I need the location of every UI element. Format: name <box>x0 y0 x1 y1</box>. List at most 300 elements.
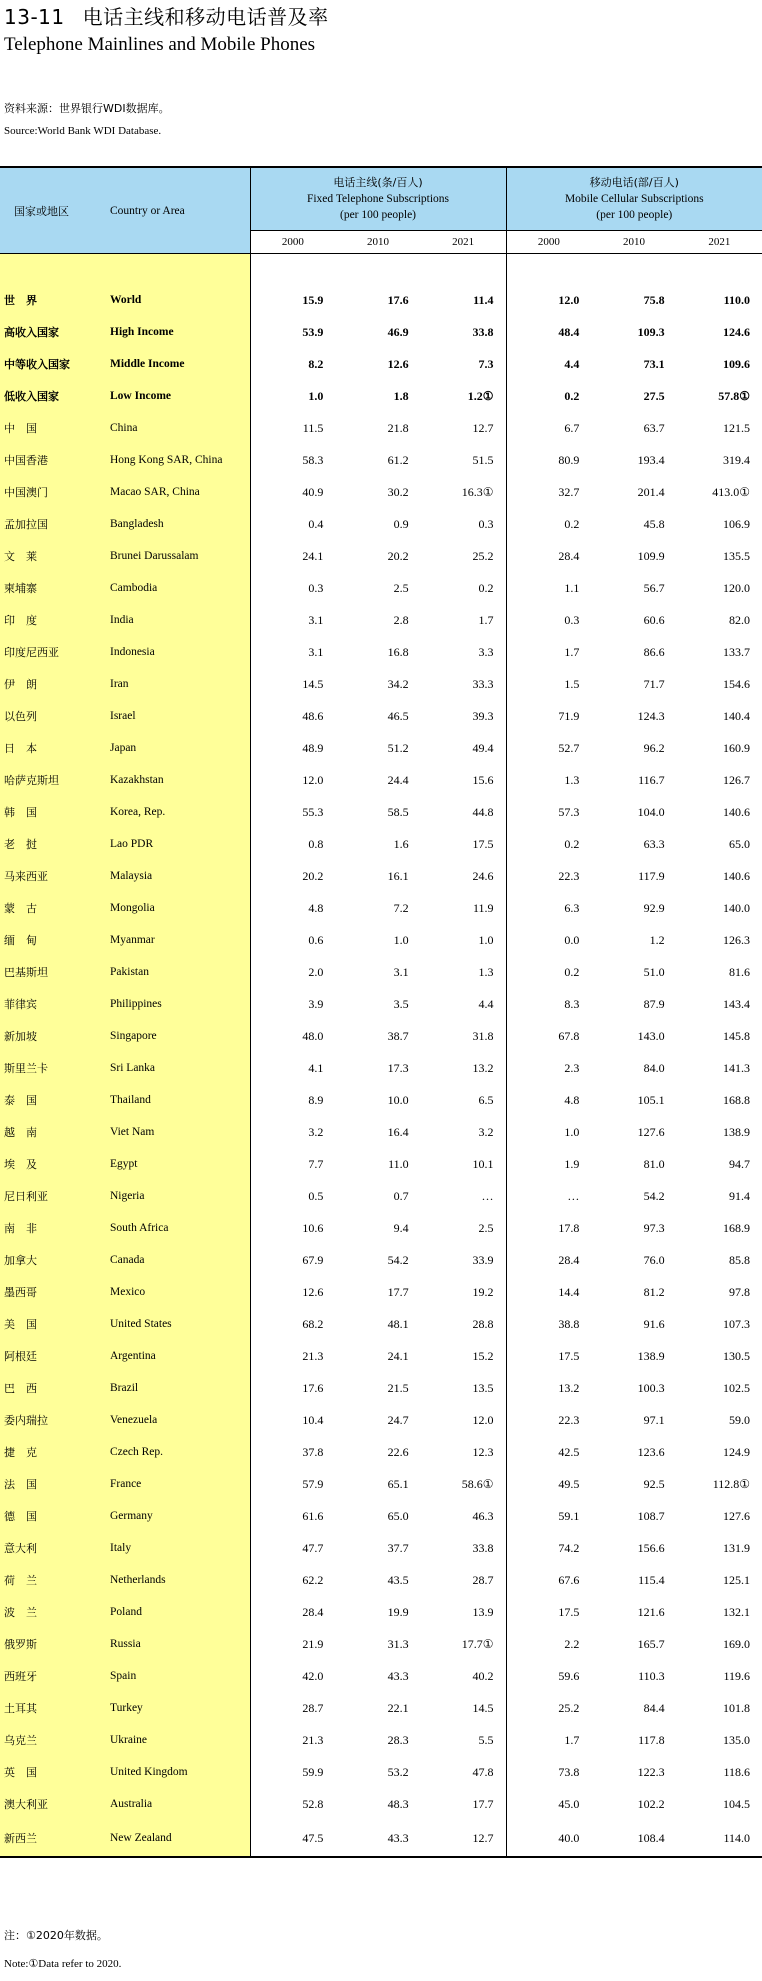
spacer-cell <box>591 254 676 285</box>
area-name-en: Egypt <box>100 1148 250 1180</box>
area-name-cn: 捷 克 <box>0 1436 100 1468</box>
fixed-value-cell: 15.9 <box>302 292 324 307</box>
table-row <box>0 1084 762 1116</box>
fixed-value-cell: 8.2 <box>308 356 324 371</box>
area-name-cn: 印 度 <box>0 604 100 636</box>
table-row <box>0 764 762 796</box>
mobile-value-cell: 109.3 <box>637 324 665 339</box>
mobile-value-cell: 6.3 <box>506 892 591 924</box>
mobile-value-cell: 0.2 <box>506 508 591 540</box>
mobile-value-cell: 201.4 <box>637 484 665 499</box>
fixed-value-cell: 46.3 <box>472 1508 494 1523</box>
fixed-value-cell: 52.8 <box>302 1796 324 1811</box>
mobile-value-cell: 119.6 <box>723 1668 751 1683</box>
area-name-cn: 老 挝 <box>0 828 100 860</box>
mobile-value-cell: 97.3 <box>643 1220 665 1235</box>
table-row <box>0 476 762 508</box>
fixed-value-cell: 7.2 <box>393 900 409 915</box>
table-row <box>0 1692 762 1724</box>
area-name-en: Japan <box>100 732 250 764</box>
mobile-value-cell: 124.6 <box>723 324 751 339</box>
fixed-value-cell: 4.4 <box>478 996 494 1011</box>
fixed-value-cell: 67.9 <box>302 1252 324 1267</box>
area-name-cn: 美 国 <box>0 1308 100 1340</box>
area-name-cn: 委内瑞拉 <box>0 1404 100 1436</box>
header-year: 2000 <box>250 231 335 254</box>
mobile-value-cell: 84.0 <box>643 1060 665 1075</box>
area-name-en: High Income <box>100 316 250 348</box>
fixed-value-cell: 21.5 <box>387 1380 409 1395</box>
mobile-value-cell: 6.7 <box>506 412 591 444</box>
area-name-en: Myanmar <box>100 924 250 956</box>
fixed-value-cell: 17.5 <box>472 836 494 851</box>
fixed-value-cell: 62.2 <box>302 1572 324 1587</box>
table-row <box>0 1468 762 1500</box>
area-name-en: Malaysia <box>100 860 250 892</box>
fixed-value-cell: 43.3 <box>387 1668 409 1683</box>
table-number: 13-11 <box>4 5 65 29</box>
fixed-value-cell: 2.5 <box>393 580 409 595</box>
table-row <box>0 956 762 988</box>
table-row <box>0 1116 762 1148</box>
fixed-value-cell: 12.3 <box>472 1444 494 1459</box>
table-row <box>0 348 762 380</box>
fixed-value-cell: 42.0 <box>302 1668 324 1683</box>
fixed-value-cell: 1.8 <box>393 388 409 403</box>
area-name-cn: 巴 西 <box>0 1372 100 1404</box>
table-row <box>0 1052 762 1084</box>
area-name-cn: 中国澳门 <box>0 476 100 508</box>
fixed-value-cell: 3.1 <box>393 964 409 979</box>
header-fixed-en: Fixed Telephone Subscriptions <box>306 193 450 205</box>
source-block <box>4 98 170 142</box>
area-name-en: Cambodia <box>100 572 250 604</box>
area-name-en: Thailand <box>100 1084 250 1116</box>
mobile-value-cell: 127.6 <box>637 1124 665 1139</box>
fixed-value-cell: 13.5 <box>472 1380 494 1395</box>
area-name-cn: 加拿大 <box>0 1244 100 1276</box>
area-name-en: India <box>100 604 250 636</box>
fixed-value-cell: 1.0 <box>478 932 494 947</box>
mobile-value-cell: 124.9 <box>723 1444 751 1459</box>
mobile-value-cell: 27.5 <box>643 388 665 403</box>
table-row <box>0 860 762 892</box>
mobile-value-cell: 108.4 <box>591 1820 676 1857</box>
fixed-value-cell: 48.1 <box>387 1316 409 1331</box>
fixed-value-cell: 22.1 <box>387 1700 409 1715</box>
area-name-cn: 中国香港 <box>0 444 100 476</box>
mobile-value-cell: 25.2 <box>506 1692 591 1724</box>
mobile-value-cell: 76.0 <box>643 1252 665 1267</box>
mobile-value-cell: 22.3 <box>506 1404 591 1436</box>
header-year: 2000 <box>506 231 591 254</box>
fixed-value-cell: 43.3 <box>335 1820 420 1857</box>
mobile-value-cell: 4.4 <box>506 348 591 380</box>
table-row <box>0 1660 762 1692</box>
spacer-cell <box>421 254 506 285</box>
fixed-value-cell: 0.3 <box>478 516 494 531</box>
area-name-en: Turkey <box>100 1692 250 1724</box>
header-area-en: Country or Area <box>100 167 250 254</box>
mobile-value-cell: 130.5 <box>723 1348 751 1363</box>
fixed-value-cell: 0.6 <box>308 932 324 947</box>
mobile-value-cell: 13.2 <box>506 1372 591 1404</box>
header-year: 2010 <box>335 231 420 254</box>
header-fixed-unit: (per 100 people) <box>340 209 416 221</box>
mobile-value-cell: 141.3 <box>723 1060 751 1075</box>
header-mobile-group <box>506 167 762 231</box>
area-name-en: Middle Income <box>100 348 250 380</box>
mobile-value-cell: 101.8 <box>723 1700 751 1715</box>
fixed-value-cell: 12.7 <box>472 420 494 435</box>
mobile-value-cell: 106.9 <box>723 516 751 531</box>
fixed-value-cell: 24.7 <box>387 1412 409 1427</box>
fixed-value-cell: 17.7 <box>472 1796 494 1811</box>
mobile-value-cell: 112.8① <box>712 1476 751 1491</box>
mobile-value-cell: 100.3 <box>637 1380 665 1395</box>
fixed-value-cell: 65.0 <box>387 1508 409 1523</box>
area-name-en: Singapore <box>100 1020 250 1052</box>
area-name-cn: 伊 朗 <box>0 668 100 700</box>
mobile-value-cell: 154.6 <box>723 676 751 691</box>
mobile-value-cell: 28.4 <box>506 1244 591 1276</box>
area-name-cn: 日 本 <box>0 732 100 764</box>
mobile-value-cell: 1.2 <box>649 932 665 947</box>
fixed-value-cell: 17.6 <box>302 1380 324 1395</box>
table-row <box>0 828 762 860</box>
area-name-cn: 土耳其 <box>0 1692 100 1724</box>
fixed-value-cell: 12.0 <box>302 772 324 787</box>
mobile-value-cell: 108.7 <box>637 1508 665 1523</box>
mobile-value-cell: 116.7 <box>638 772 665 787</box>
fixed-value-cell: 7.3 <box>478 356 494 371</box>
fixed-value-cell: 1.6 <box>393 836 409 851</box>
fixed-value-cell: 53.2 <box>387 1764 409 1779</box>
mobile-value-cell: 97.8 <box>729 1284 751 1299</box>
spacer-cell <box>677 254 762 285</box>
fixed-value-cell: 4.8 <box>308 900 324 915</box>
fixed-value-cell: 51.2 <box>387 740 409 755</box>
table-row <box>0 924 762 956</box>
mobile-value-cell: 145.8 <box>723 1028 751 1043</box>
mobile-value-cell: 165.7 <box>637 1636 665 1651</box>
data-table-wrap <box>0 166 762 1858</box>
mobile-value-cell: 48.4 <box>506 316 591 348</box>
mobile-value-cell: 133.7 <box>723 644 751 659</box>
mobile-value-cell: 92.9 <box>643 900 665 915</box>
table-row <box>0 444 762 476</box>
area-name-cn: 中等收入国家 <box>0 348 100 380</box>
area-name-cn: 埃 及 <box>0 1148 100 1180</box>
mobile-value-cell: 121.5 <box>723 420 751 435</box>
fixed-value-cell: 10.6 <box>302 1220 324 1235</box>
fixed-value-cell: 49.4 <box>472 740 494 755</box>
fixed-value-cell: 33.8 <box>472 1540 494 1555</box>
fixed-value-cell: 17.7 <box>387 1284 409 1299</box>
fixed-value-cell: 13.2 <box>472 1060 494 1075</box>
area-name-cn: 韩 国 <box>0 796 100 828</box>
mobile-value-cell: 96.2 <box>643 740 665 755</box>
fixed-value-cell: 57.9 <box>302 1476 324 1491</box>
fixed-value-cell: 10.1 <box>472 1156 494 1171</box>
area-name-en: Czech Rep. <box>100 1436 250 1468</box>
mobile-value-cell: 32.7 <box>506 476 591 508</box>
table-row <box>0 700 762 732</box>
spacer-cell <box>250 254 335 285</box>
area-name-en: China <box>100 412 250 444</box>
mobile-value-cell: 143.4 <box>723 996 751 1011</box>
mobile-value-cell: 80.9 <box>506 444 591 476</box>
mobile-value-cell: 126.7 <box>723 772 751 787</box>
fixed-value-cell: 61.2 <box>387 452 409 467</box>
table-row <box>0 284 762 316</box>
area-name-cn: 巴基斯坦 <box>0 956 100 988</box>
area-name-cn: 乌克兰 <box>0 1724 100 1756</box>
fixed-value-cell: 24.4 <box>387 772 409 787</box>
fixed-value-cell: 14.5 <box>302 676 324 691</box>
fixed-value-cell: 3.2 <box>308 1124 324 1139</box>
area-name-cn: 新西兰 <box>0 1820 100 1857</box>
fixed-value-cell: 40.2 <box>472 1668 494 1683</box>
fixed-value-cell: 16.3① <box>461 484 494 499</box>
mobile-value-cell: 1.5 <box>506 668 591 700</box>
fixed-value-cell: 12.6 <box>302 1284 324 1299</box>
mobile-value-cell: 140.6 <box>723 804 751 819</box>
fixed-value-cell: 11.4 <box>473 292 494 307</box>
mobile-value-cell: 8.3 <box>506 988 591 1020</box>
fixed-value-cell: 51.5 <box>472 452 494 467</box>
spacer-cell <box>0 254 100 285</box>
fixed-value-cell: 11.9 <box>472 900 494 915</box>
mobile-value-cell: 168.9 <box>723 1220 751 1235</box>
fixed-value-cell: 16.4 <box>387 1124 409 1139</box>
fixed-value-cell: 28.3 <box>387 1732 409 1747</box>
area-name-en: Pakistan <box>100 956 250 988</box>
fixed-value-cell: 28.7 <box>472 1572 494 1587</box>
mobile-value-cell: 91.4 <box>729 1188 751 1203</box>
area-name-en: Mexico <box>100 1276 250 1308</box>
mobile-value-cell: 126.3 <box>723 932 751 947</box>
mobile-value-cell: 122.3 <box>637 1764 665 1779</box>
area-name-cn: 印度尼西亚 <box>0 636 100 668</box>
fixed-value-cell: 46.9 <box>387 324 409 339</box>
fixed-value-cell: 48.3 <box>387 1796 409 1811</box>
area-name-en: United Kingdom <box>100 1756 250 1788</box>
mobile-value-cell: 84.4 <box>643 1700 665 1715</box>
mobile-value-cell: 1.0 <box>506 1116 591 1148</box>
area-name-en: Russia <box>100 1628 250 1660</box>
area-name-cn: 法 国 <box>0 1468 100 1500</box>
mobile-value-cell: 117.8 <box>638 1732 665 1747</box>
mobile-value-cell: 52.7 <box>506 732 591 764</box>
area-name-en: Nigeria <box>100 1180 250 1212</box>
area-name-cn: 越 南 <box>0 1116 100 1148</box>
mobile-value-cell: 132.1 <box>723 1604 751 1619</box>
fixed-value-cell: 58.6① <box>461 1476 494 1491</box>
fixed-value-cell: 7.7 <box>308 1156 324 1171</box>
area-name-cn: 缅 甸 <box>0 924 100 956</box>
area-name-en: Lao PDR <box>100 828 250 860</box>
fixed-value-cell: 10.0 <box>387 1092 409 1107</box>
table-row <box>0 1148 762 1180</box>
fixed-value-cell: 58.3 <box>302 452 324 467</box>
mobile-value-cell: 131.9 <box>723 1540 751 1555</box>
fixed-value-cell: 5.5 <box>478 1732 494 1747</box>
area-name-en: Kazakhstan <box>100 764 250 796</box>
fixed-value-cell: 3.5 <box>393 996 409 1011</box>
mobile-value-cell: 75.8 <box>643 292 665 307</box>
table-row <box>0 1276 762 1308</box>
header-mobile-unit: (per 100 people) <box>596 209 673 221</box>
table-row <box>0 1756 762 1788</box>
fixed-value-cell: 0.4 <box>308 516 324 531</box>
area-name-en: Macao SAR, China <box>100 476 250 508</box>
fixed-value-cell: 46.5 <box>387 708 409 723</box>
fixed-value-cell: 11.5 <box>302 420 324 435</box>
header-mobile-cn: 移动电话(部/百人) <box>589 176 679 189</box>
mobile-value-cell: 110.3 <box>638 1668 665 1683</box>
mobile-value-cell: 42.5 <box>506 1436 591 1468</box>
fixed-value-cell: 3.9 <box>308 996 324 1011</box>
fixed-value-cell: 17.3 <box>387 1060 409 1075</box>
fixed-value-cell: 55.3 <box>302 804 324 819</box>
mobile-value-cell: 107.3 <box>723 1316 751 1331</box>
fixed-value-cell: 14.5 <box>472 1700 494 1715</box>
fixed-value-cell: 3.3 <box>478 644 494 659</box>
fixed-value-cell: 19.2 <box>472 1284 494 1299</box>
area-name-cn: 马来西亚 <box>0 860 100 892</box>
mobile-value-cell: 135.0 <box>723 1732 751 1747</box>
table-row <box>0 1596 762 1628</box>
fixed-value-cell: 34.2 <box>387 676 409 691</box>
area-name-cn: 蒙 古 <box>0 892 100 924</box>
mobile-value-cell: 135.5 <box>723 548 751 563</box>
table-row <box>0 732 762 764</box>
mobile-value-cell: 127.6 <box>723 1508 751 1523</box>
table-row <box>0 1788 762 1820</box>
mobile-value-cell: 2.3 <box>506 1052 591 1084</box>
table-row <box>0 1532 762 1564</box>
mobile-value-cell: 86.6 <box>643 644 665 659</box>
mobile-value-cell: 91.6 <box>643 1316 665 1331</box>
mobile-value-cell: 94.7 <box>729 1156 751 1171</box>
mobile-value-cell: 0.2 <box>506 380 591 412</box>
spacer-cell <box>100 254 250 285</box>
area-name-cn: 柬埔寨 <box>0 572 100 604</box>
mobile-value-cell: 0.2 <box>506 956 591 988</box>
fixed-value-cell: 19.9 <box>387 1604 409 1619</box>
fixed-value-cell: 13.9 <box>472 1604 494 1619</box>
notes-block <box>4 1922 121 1978</box>
table-row <box>0 1212 762 1244</box>
area-name-en: Ukraine <box>100 1724 250 1756</box>
mobile-value-cell: 1.7 <box>506 1724 591 1756</box>
fixed-value-cell: 65.1 <box>387 1476 409 1491</box>
mobile-value-cell: 73.8 <box>506 1756 591 1788</box>
area-name-cn: 孟加拉国 <box>0 508 100 540</box>
fixed-value-cell: 16.8 <box>387 644 409 659</box>
area-name-en: Hong Kong SAR, China <box>100 444 250 476</box>
fixed-value-cell: 3.1 <box>308 612 324 627</box>
table-row <box>0 412 762 444</box>
mobile-value-cell: 40.0 <box>506 1820 591 1857</box>
header-year: 2021 <box>421 231 506 254</box>
fixed-value-cell: 54.2 <box>387 1252 409 1267</box>
fixed-value-cell: 31.3 <box>387 1636 409 1651</box>
area-name-en: Netherlands <box>100 1564 250 1596</box>
table-header <box>0 167 762 254</box>
table-row <box>0 1724 762 1756</box>
mobile-value-cell: 97.1 <box>643 1412 665 1427</box>
mobile-value-cell: 124.3 <box>637 708 665 723</box>
mobile-value-cell: 73.1 <box>643 356 665 371</box>
area-name-en: Sri Lanka <box>100 1052 250 1084</box>
table-row <box>0 1500 762 1532</box>
mobile-value-cell: 140.4 <box>723 708 751 723</box>
mobile-value-cell: 140.6 <box>723 868 751 883</box>
area-name-cn: 世 界 <box>0 284 100 316</box>
area-name-en: New Zealand <box>100 1820 250 1857</box>
area-name-en: Mongolia <box>100 892 250 924</box>
table-row <box>0 1340 762 1372</box>
table-row <box>0 1820 762 1857</box>
fixed-value-cell: 10.4 <box>302 1412 324 1427</box>
fixed-value-cell: 2.8 <box>393 612 409 627</box>
area-name-cn: 中 国 <box>0 412 100 444</box>
title-cn-text: 电话主线和移动电话普及率 <box>82 5 329 29</box>
fixed-value-cell: 48.0 <box>302 1028 324 1043</box>
area-name-en: Poland <box>100 1596 250 1628</box>
area-name-en: Israel <box>100 700 250 732</box>
source-en: Source:World Bank WDI Database. <box>4 125 162 137</box>
fixed-value-cell: 48.6 <box>302 708 324 723</box>
fixed-value-cell: 1.7 <box>478 612 494 627</box>
area-name-en: Korea, Rep. <box>100 796 250 828</box>
fixed-value-cell: 12.7 <box>421 1820 506 1857</box>
area-name-cn: 高收入国家 <box>0 316 100 348</box>
header-year: 2010 <box>591 231 676 254</box>
area-name-cn: 英 国 <box>0 1756 100 1788</box>
mobile-value-cell: 51.0 <box>643 964 665 979</box>
area-name-en: Indonesia <box>100 636 250 668</box>
area-name-en: South Africa <box>100 1212 250 1244</box>
fixed-value-cell: 53.9 <box>302 324 324 339</box>
mobile-value-cell: 17.5 <box>506 1596 591 1628</box>
spacer-cell <box>335 254 420 285</box>
mobile-value-cell: 319.4 <box>723 452 751 467</box>
spacer-cell <box>506 254 591 285</box>
fixed-value-cell: 3.1 <box>308 644 324 659</box>
mobile-value-cell: 81.2 <box>643 1284 665 1299</box>
fixed-value-cell: 20.2 <box>387 548 409 563</box>
area-name-cn: 文 莱 <box>0 540 100 572</box>
mobile-value-cell: 169.0 <box>723 1636 751 1651</box>
fixed-value-cell: 37.8 <box>302 1444 324 1459</box>
fixed-value-cell: 38.7 <box>387 1028 409 1043</box>
mobile-value-cell: 82.0 <box>729 612 751 627</box>
mobile-value-cell: 105.1 <box>637 1092 665 1107</box>
mobile-value-cell: 57.8① <box>718 388 751 403</box>
mobile-value-cell: 49.5 <box>506 1468 591 1500</box>
table-row <box>0 668 762 700</box>
fixed-value-cell: 30.2 <box>387 484 409 499</box>
mobile-value-cell: 120.0 <box>723 580 751 595</box>
fixed-value-cell: 24.6 <box>472 868 494 883</box>
area-name-cn: 阿根廷 <box>0 1340 100 1372</box>
table-row <box>0 1020 762 1052</box>
table-row <box>0 1436 762 1468</box>
fixed-value-cell: 24.1 <box>387 1348 409 1363</box>
